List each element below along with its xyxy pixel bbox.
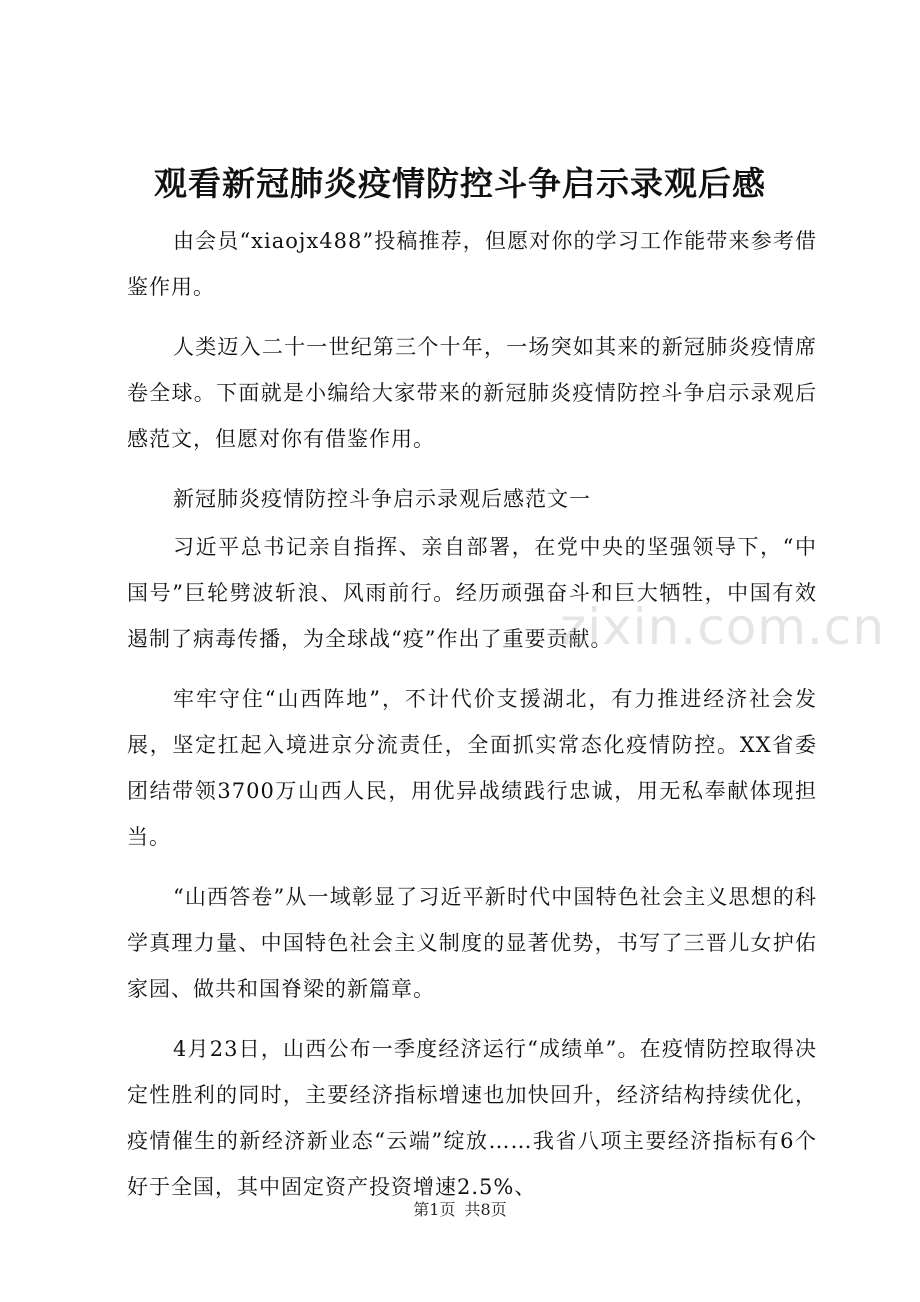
document-title: 观看新冠肺炎疫情防控斗争启示录观后感 <box>154 164 766 203</box>
page-number: 第1页 <box>413 1200 456 1219</box>
page-total: 共8页 <box>464 1200 507 1219</box>
paragraph-economy: 4月23日，山西公布一季度经济运行“成绩单”。在疫情防控取得决定性胜利的同时，主要经济指标增速也加快回升，经济结构持续优化，疫情催生的新经济新业态“云端”绽放……我省八项主要经济指标有6个好于全国，其中固定资产投资增速2.5%、 <box>127 1037 817 1199</box>
paragraph-shanxi-answer: “山西答卷”从一域彰显了习近平新时代中国特色社会主义思想的科学真理力量、中国特色社会主义制度的显著优势，书写了三晋儿女护佑家园、做共和国脊梁的新篇章。 <box>127 885 817 1001</box>
section-heading: 新冠肺炎疫情防控斗争启示录观后感范文一 <box>173 487 591 511</box>
paragraph-leadership: 习近平总书记亲自指挥、亲自部署，在党中央的坚强领导下，“中国号”巨轮劈波斩浪、风雨前行。经历顽强奋斗和巨大牺牲，中国有效遏制了病毒传播，为全球战“疫”作出了重要贡献。 <box>127 535 817 651</box>
paragraph-intro: 由会员“xiaojx488”投稿推荐，但愿对你的学习工作能带来参考借鉴作用。 <box>127 229 817 299</box>
watermark: zixin.com.cn <box>560 598 886 656</box>
paragraph-shanxi-position: 牢牢守住“山西阵地”，不计代价支援湖北，有力推进经济社会发展，坚定扛起入境进京分流责任，全面抓实常态化疫情防控。XX省委团结带领3700万山西人民，用优异战绩践行忠诚，用无私奉献体现担当。 <box>127 687 817 849</box>
document-body <box>127 218 817 1224</box>
page-footer <box>0 1198 920 1222</box>
paragraph-background: 人类迈入二十一世纪第三个十年，一场突如其来的新冠肺炎疫情席卷全球。下面就是小编给大家带来的新冠肺炎疫情防控斗争启示录观后感范文，但愿对你有借鉴作用。 <box>127 335 817 451</box>
